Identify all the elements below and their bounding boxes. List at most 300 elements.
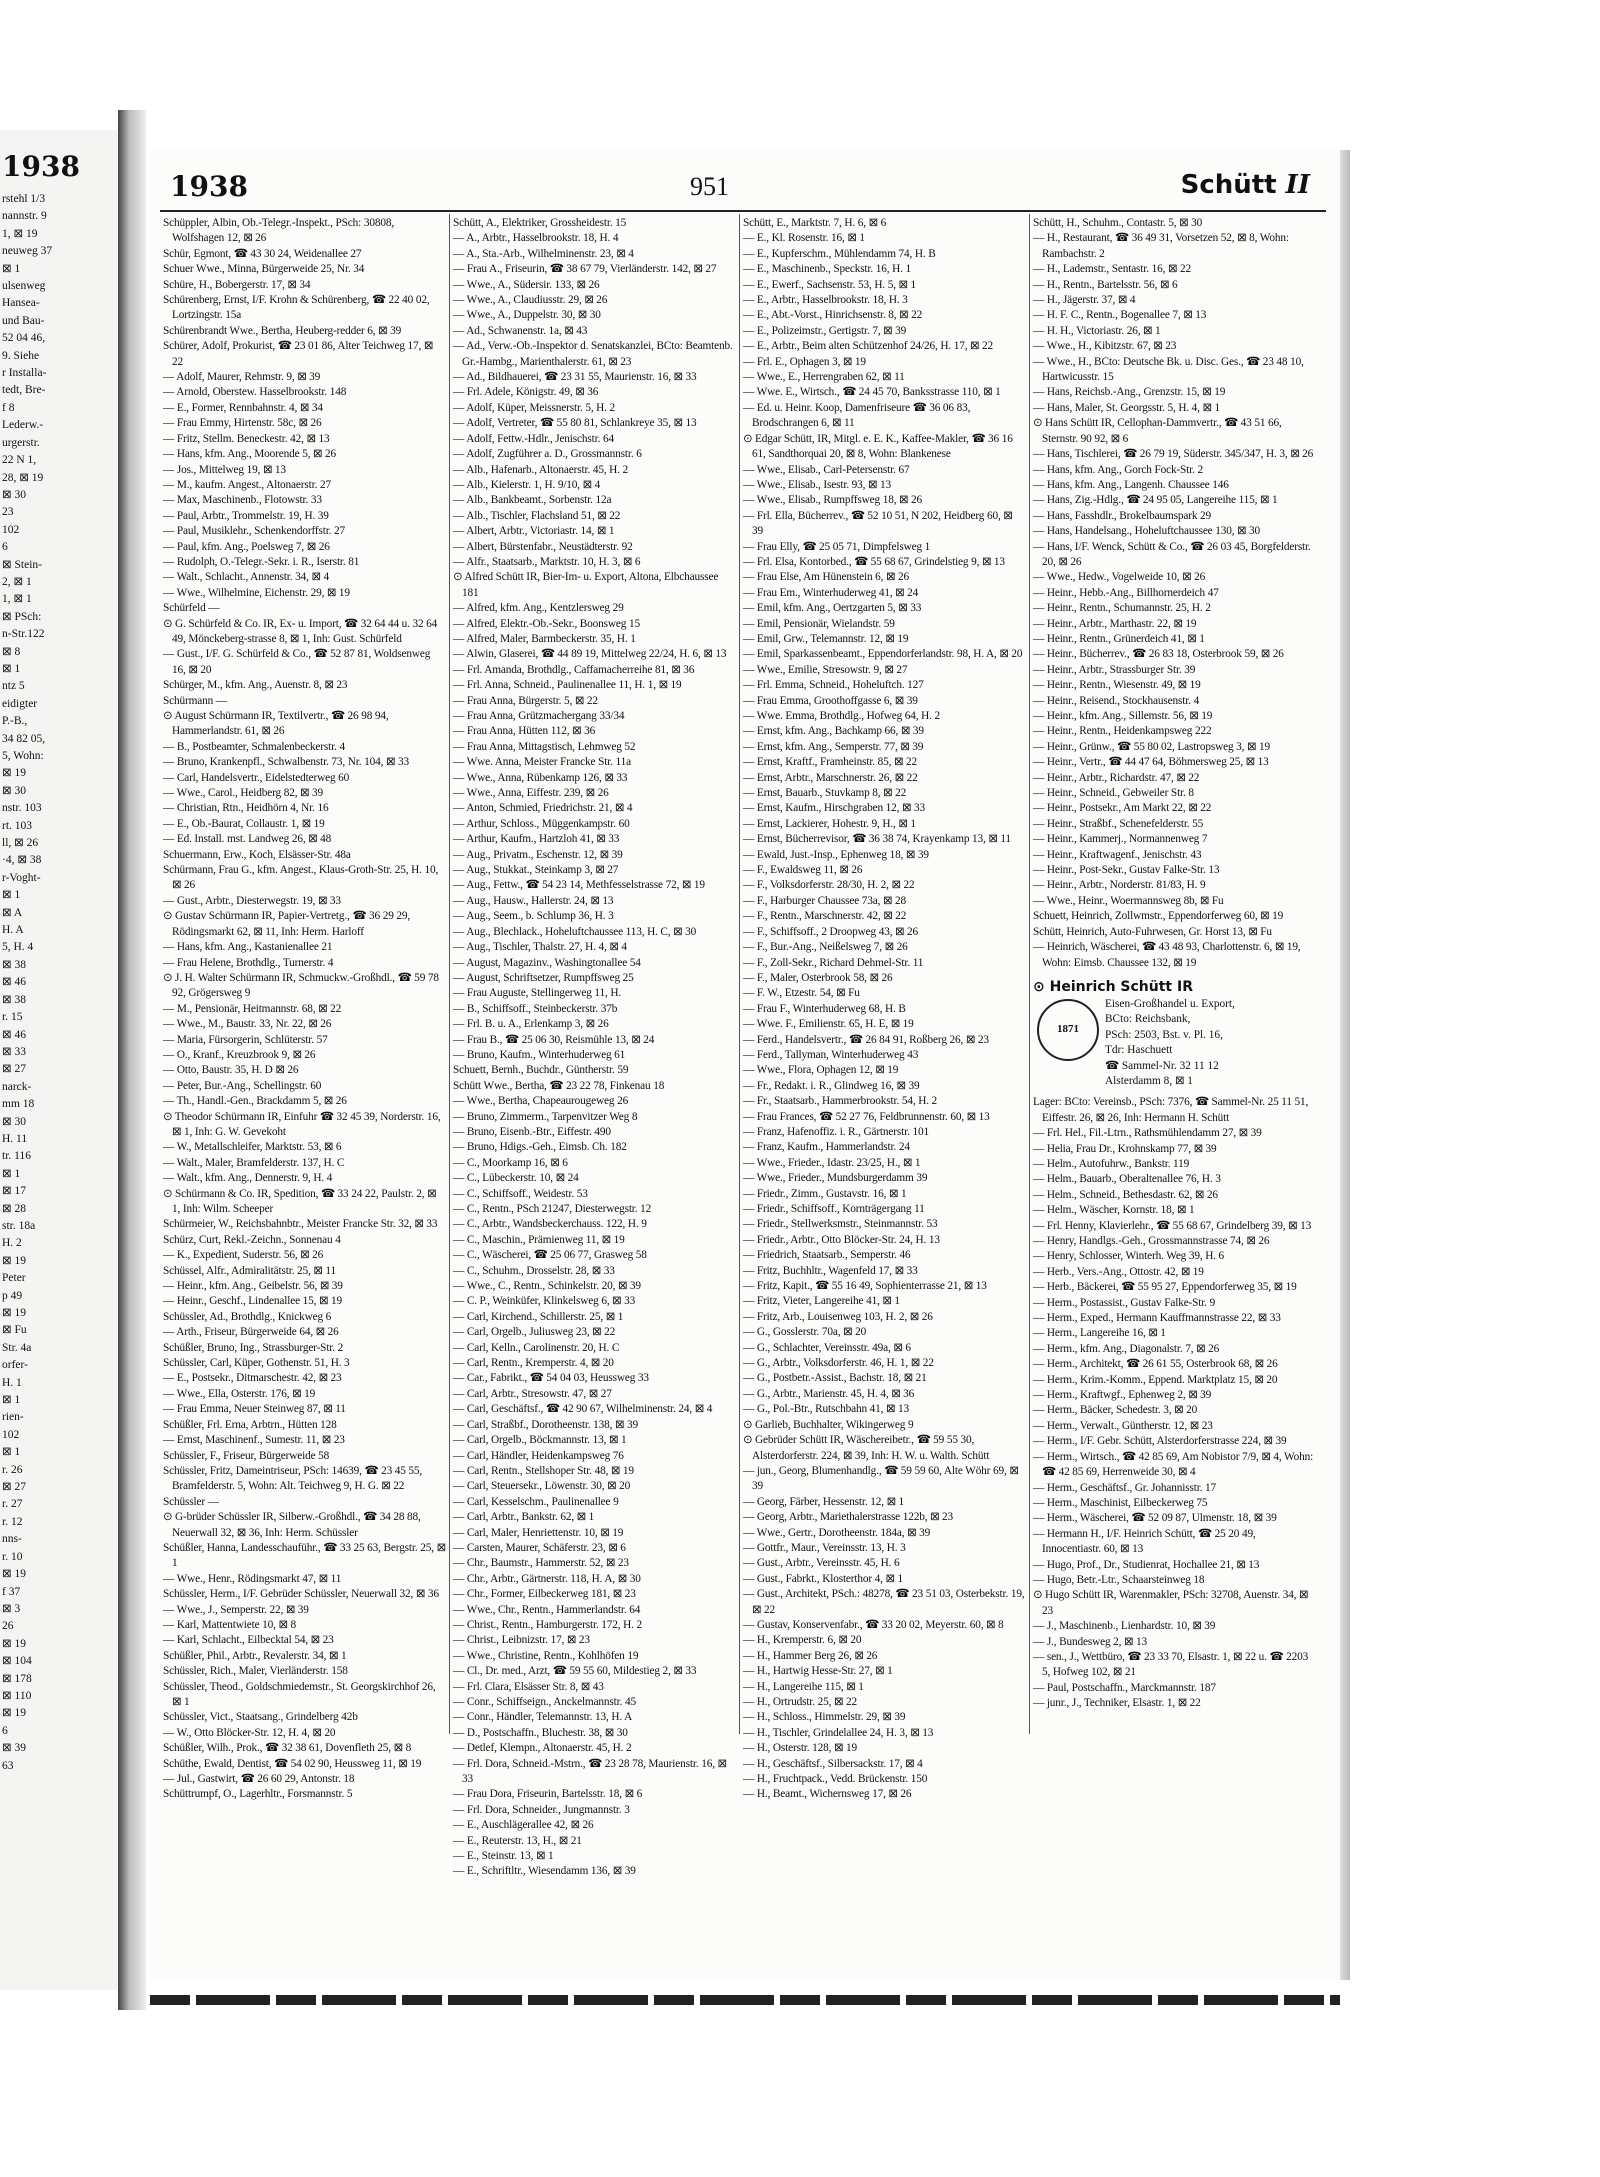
prev-fragment: ⊠ 3 [2,1602,21,1615]
directory-entry: — Heinr., Vertr., ☎ 44 47 64, Böhmersweg 25, ⊠ 13 [1033,756,1269,769]
directory-entry: — H., Osterstr. 128, ⊠ 19 [743,1742,857,1755]
directory-entry: — G., Pol.-Btr., Rutschbahn 41, ⊠ 13 [743,1403,909,1416]
page-right-edge [1340,150,1350,1980]
directory-entry: — Georg, Arbtr., Mariethalerstrasse 122b, ⊠ 23 [743,1511,954,1524]
prev-fragment: orfer- [2,1359,28,1372]
directory-entry: — Wwe., Chr., Rentn., Hammerlandstr. 64 [453,1603,641,1616]
directory-entry: — jun., Georg, Blumenhandlg., ☎ 59 59 60, Alte Wöhr 69, ⊠ 39 [743,1464,1019,1493]
prev-fragment: ⊠ 33 [2,1045,27,1058]
directory-entry: — Alfred, Maler, Barmbeckerstr. 35, H. 1 [453,632,636,645]
directory-entry: — Wwe., Carol., Heidberg 82, ⊠ 39 [163,787,324,800]
prev-fragment: ⊠ 19 [2,1568,27,1581]
directory-entry: — Car., Fabrikt., ☎ 54 04 03, Heussweg 33 [453,1372,649,1385]
directory-entry: — E., Kupferschm., Mühlendamm 74, H. B [743,247,936,260]
directory-entry: — A., Sta.-Arb., Wilhelminenstr. 23, ⊠ 4 [453,247,634,260]
directory-entry: — C. P., Weinküfer, Klinkelsweg 6, ⊠ 33 [453,1295,636,1308]
directory-entry: ⊙ August Schürmann IR, Textilvertr., ☎ 26 98 94, Hammerlandstr. 61, ⊠ 26 [163,710,389,738]
directory-entry: — Helm., Schneid., Bethesdastr. 62, ⊠ 26 [1033,1188,1218,1201]
prev-fragment: narck- [2,1080,32,1093]
directory-entry: — Arnold, Oberstew. Hasselbrookstr. 148 [163,386,347,399]
prev-fragment: 102 [2,1428,20,1441]
column-2 [450,214,740,1878]
directory-entry: — Georg, Färber, Hessenstr. 12, ⊠ 1 [743,1495,905,1508]
directory-entry: — Wwe., Frieder., Idastr. 23/25, H., ⊠ 1 [743,1156,921,1169]
column-3 [740,214,1030,1801]
directory-entry: — Heinr., Rentn., Schumannstr. 25, H. 2 [1033,602,1211,615]
directory-entry: — Chr., Baumstr., Hammerstr. 52, ⊠ 23 [453,1557,629,1570]
directory-entry: — W., Metallschleifer, Marktstr. 53, ⊠ 6 [163,1141,342,1154]
prev-fragment: ⊠ 19 [2,1307,27,1319]
advert-line: Eisen-Großhandel u. Export, [1105,997,1235,1010]
directory-entry: Schütt, A., Elektriker, Grossheidestr. 15 [453,217,627,229]
directory-entry: — Fr., Redakt. i. R., Glindweg 16, ⊠ 39 [743,1079,920,1092]
prev-fragment: ⊠ 46 [2,1028,27,1041]
prev-fragment: 22 N 1, [2,454,37,467]
directory-entry: — Herm., Kraftwgf., Ephenweg 2, ⊠ 39 [1033,1389,1212,1402]
directory-entry: — J., Bundesweg 2, ⊠ 13 [1033,1635,1147,1648]
directory-entry: — Arth., Friseur, Bürgerweide 64, ⊠ 26 [163,1326,339,1339]
directory-entry: — Helia, Frau Dr., Krohnskamp 77, ⊠ 39 [1033,1142,1217,1155]
directory-entry: — Wwe., J., Semperstr. 22, ⊠ 39 [163,1603,309,1616]
directory-entry: — Herm., Wirtsch., ☎ 42 85 69, Am Nobistor 7/9, ⊠ 4, Wohn: ☎ 42 85 69, Herrenweide 30, ⊠ 4 [1033,1450,1314,1479]
directory-entry: — Hans, Reichsb.-Ang., Grenzstr. 15, ⊠ 19 [1033,386,1226,399]
directory-entry: — H., Restaurant, ☎ 36 49 31, Vorsetzen 52, ⊠ 8, Wohn: Rambachstr. 2 [1033,232,1289,260]
directory-entry: — Heinr., Hebb.-Ang., Billhornerdeich 47 [1033,586,1219,599]
prev-fragment: H. 2 [2,1237,22,1250]
directory-entry: — Heinr., Post-Sekr., Gustav Falke-Str. 13 [1033,864,1220,877]
directory-entry: — F., Harburger Chaussee 73a, ⊠ 28 [743,894,906,907]
directory-entry: — Hans, kfm. Ang., Gorch Fock-Str. 2 [1033,463,1204,476]
directory-entry: ⊙ G-brüder Schüssler IR, Silberw.-Großhdl., ☎ 34 28 88, Neuerwall 32, ⊠ 36, Inh: Herm. Schüssler [163,1511,421,1539]
directory-entry: — Heinr., Arbtr., Strassburger Str. 39 [1033,663,1196,676]
directory-entry: — E., Former, Rennbahnstr. 4, ⊠ 34 [163,401,323,414]
prev-fragment: rstehl 1/3 [2,193,46,205]
directory-entry: — Aug., Tischler, Thalstr. 27, H. 4, ⊠ 4 [453,941,627,954]
prev-fragment: Hansea- [2,297,40,310]
directory-entry: — Heinr., kfm. Ang., Geibelstr. 56, ⊠ 39 [163,1280,343,1293]
directory-entry: — Frl. B. u. A., Erlenkamp 3, ⊠ 26 [453,1018,609,1031]
directory-entry: — C., Schuhm., Drosselstr. 28, ⊠ 33 [453,1264,615,1277]
prev-fragment: tr. 116 [2,1150,31,1163]
directory-entry: — Heinr., Arbtr., Richardstr. 47, ⊠ 22 [1033,771,1200,784]
directory-entry: — Bruno, Krankenpfl., Schwalbenstr. 73, Nr. 104, ⊠ 33 [163,756,409,769]
directory-entry: — Ad., Schwanenstr. 1a, ⊠ 43 [453,324,588,337]
directory-entry: — E., Schriftltr., Wiesendamm 136, ⊠ 39 [453,1865,636,1878]
directory-entry: Schüttrumpf, O., Lagerhltr., Forsmannstr. 5 [163,1788,353,1801]
directory-entry: — Wwe., H., Kibitzstr. 67, ⊠ 23 [1033,340,1177,353]
prev-fragment: und Bau- [2,314,45,327]
directory-entry: — Paul, kfm. Ang., Poelsweg 7, ⊠ 26 [163,540,330,553]
directory-entry: — Wwe., Henr., Rödingsmarkt 47, ⊠ 11 [163,1572,342,1585]
prev-fragment: ⊠ 28 [2,1202,27,1215]
directory-entry: — Fr., Staatsarb., Hammerbrookstr. 54, H. 2 [743,1095,938,1108]
directory-entry: — Wwe., Frieder., Mundsburgerdamm 39 [743,1172,928,1185]
prev-fragment: 9. Siehe [2,349,40,362]
prev-fragment: H. A [2,924,24,937]
directory-entry: — Wwe., Bertha, Chapeaurougeweg 26 [453,1095,629,1108]
directory-entry: — Ed. u. Heinr. Koop, Damenfriseure ☎ 36 06 83, Brodschrangen 6, ⊠ 11 [743,401,971,430]
directory-entry: — Fritz, Buchhltr., Wagenfeld 17, ⊠ 33 [743,1264,918,1277]
scan-bottom-strip [150,1995,1340,2005]
directory-entry: — Carsten, Maurer, Schäferstr. 23, ⊠ 6 [453,1541,626,1554]
directory-entry: Schuett, Bernh., Buchdr., Güntherstr. 59 [453,1064,629,1077]
directory-entry: Schüssler, Herm., I/F. Gebrüder Schüssler, Neuerwall 32, ⊠ 36 [163,1588,439,1601]
directory-entry: Schüssler, Theod., Goldschmiedemstr., St. Georgskirchhof 26, ⊠ 1 [163,1680,436,1708]
prev-fragment: ⊠ 1 [2,1167,21,1180]
prev-fragment: 63 [2,1759,14,1772]
directory-entry: — Bruno, Eisenb.-Btr., Eiffestr. 490 [453,1125,611,1138]
directory-entry: — Friedr., Arbtr., Otto Blöcker-Str. 24, H. 13 [743,1233,940,1246]
directory-entry: — Frau Em., Winterhuderweg 41, ⊠ 24 [743,586,919,599]
directory-entry: — Bruno, Hdigs.-Geh., Eimsb. Ch. 182 [453,1141,627,1154]
directory-entry: Schüssler, Ad., Brothdlg., Knickweg 6 [163,1310,332,1323]
directory-entry: — Wwe., A., Claudiusstr. 29, ⊠ 26 [453,294,608,307]
directory-entry: — Conr., Schiffseign., Anckelmannstr. 45 [453,1696,637,1708]
directory-entry: — G., Gosslerstr. 70a, ⊠ 20 [743,1326,867,1339]
prev-fragment: ⊠ 1 [2,662,21,675]
directory-entry: Schürmeier, W., Reichsbahnbtr., Meister Francke Str. 32, ⊠ 33 [163,1218,438,1231]
directory-entry: — Helm., Bauarb., Oberaltenallee 76, H. 3 [1033,1173,1221,1186]
directory-entry: — Frau Emmy, Hirtenstr. 58c, ⊠ 26 [163,417,322,430]
directory-entry: — F. W., Etzestr. 54, ⊠ Fu [743,987,860,1000]
directory-entry: — Frl. E., Ophagen 3, ⊠ 19 [743,355,866,368]
directory-entry: — Wwe., Anna, Eiffestr. 239, ⊠ 26 [453,787,609,800]
directory-entry: Schüre, H., Bobergerstr. 17, ⊠ 34 [163,278,311,291]
directory-entry: — Carl, Geschäftsf., ☎ 42 90 67, Wilhelminenstr. 24, ⊠ 4 [453,1403,713,1416]
directory-entry: — Emil, kfm. Ang., Oertzgarten 5, ⊠ 33 [743,602,922,615]
directory-entry: — Gust., Fabrkt., Klosterthor 4, ⊠ 1 [743,1572,904,1585]
directory-entry: — Helm., Autofuhrw., Bankstr. 119 [1033,1157,1190,1170]
page-header [150,170,1340,210]
prev-fragment: str. 18a [2,1219,36,1232]
directory-entry: — Wwe., E., Herrengraben 62, ⊠ 11 [743,371,905,384]
directory-entry: — Ernst, Bücherrevisor, ☎ 36 38 74, Krayenkamp 13, ⊠ 11 [743,833,1011,846]
directory-entry: — Friedrich, Staatsarb., Semperstr. 46 [743,1249,911,1262]
directory-entry: — Wwe., Elisab., Rumpffsweg 18, ⊠ 26 [743,494,923,507]
directory-entry: — Detlef, Klempn., Altonaerstr. 45, H. 2 [453,1742,632,1755]
directory-entry: ⊙ Hans Schütt IR, Cellophan-Dammvertr., ☎ 43 51 66, Sternstr. 90 92, ⊠ 6 [1033,417,1282,445]
directory-entry: — E., Postsekr., Ditmarschestr. 42, ⊠ 23 [163,1372,342,1385]
directory-entry: — Heinr., Bücherrev., ☎ 26 83 18, Osterbrook 59, ⊠ 26 [1033,648,1284,661]
prev-fragment: H. 11 [2,1132,28,1145]
directory-entry: — Heinrich, Wäscherei, ☎ 43 48 93, Charlottenstr. 6, ⊠ 19, Wohn: Eimsb. Chaussee 132, ⊠ 19 [1033,941,1301,969]
prev-fragment: 6 [2,1724,8,1737]
directory-entry: — Arthur, Kaufm., Hartzloh 41, ⊠ 33 [453,833,620,846]
directory-entry: — Conr., Händler, Telemannstr. 13, H. A [453,1711,633,1724]
directory-entry: ⊙ Alfred Schütt IR, Bier-Im- u. Export, Altona, Elbchaussee 181 [453,571,719,599]
directory-entry: — Paul, Arbtr., Trommelstr. 19, H. 39 [163,509,329,522]
directory-entry: — Herm., I/F. Gebr. Schütt, Alsterdorferstrasse 224, ⊠ 39 [1033,1435,1287,1448]
prev-fragment: rien- [2,1411,24,1424]
directory-entry: — Heinr., Reisend., Stockhausenstr. 4 [1033,694,1200,707]
prev-fragment: ⊠ 1 [2,889,21,902]
prev-fragment: ⊠ 39 [2,1742,27,1755]
directory-entry: — Ernst, kfm. Ang., Bachkamp 66, ⊠ 39 [743,725,924,738]
prev-fragment: ⊠ 38 [2,993,27,1006]
directory-entry: — C., Moorkamp 16, ⊠ 6 [453,1156,568,1169]
directory-entry: — Henry, Handlgs.-Geh., Grossmannstrasse 74, ⊠ 26 [1033,1235,1270,1247]
directory-entry: — Heinr., Geschf., Lindenallee 15, ⊠ 19 [163,1295,342,1308]
directory-entry: ⊙ J. H. Walter Schürmann IR, Schmuckw.-Großhdl., ☎ 59 78 92, Grögersweg 9 [163,971,439,1000]
directory-entry: — Paul, Musiklehr., Schenkendorffstr. 27 [163,525,346,538]
directory-entry: — Walt., kfm. Ang., Dennerstr. 9, H. 4 [163,1172,333,1185]
directory-entry: — E., Abt.-Vorst., Hinrichsenstr. 8, ⊠ 22 [743,309,923,322]
directory-entry: — E., Kl. Rosenstr. 16, ⊠ 1 [743,232,865,245]
directory-entry: — Wwe., Elisab., Carl-Petersenstr. 67 [743,463,910,476]
directory-entry: — Hugo, Prof., Dr., Studienrat, Hochallee 21, ⊠ 13 [1033,1558,1260,1571]
directory-entry: Schuermann, Erw., Koch, Elsässer-Str. 48a [163,848,351,861]
directory-entry: — Frau Anna, Mittagstisch, Lehmweg 52 [453,740,636,753]
prev-fragment: urgerstr. [2,436,40,449]
column-4-tail [1033,1095,1317,1711]
directory-entry: — F., Ewaldsweg 11, ⊠ 26 [743,864,863,877]
directory-entry: — H., Ortrudstr. 25, ⊠ 22 [743,1696,857,1708]
prev-fragment: Peter [2,1272,26,1285]
prev-fragment: 5, Wohn: [2,750,44,762]
previous-page-edge [0,130,121,1990]
directory-entry: — G., Arbtr., Volksdorferstr. 46, H. 1, ⊠ 22 [743,1357,934,1370]
prev-fragment: ⊠ PSch: [2,610,42,623]
directory-entry: — Wwe. Anna, Meister Francke Str. 11a [453,756,631,769]
prev-fragment: ⊠ 19 [2,767,27,780]
directory-entry: — Alb., Hafenarb., Altonaerstr. 45, H. 2 [453,463,629,476]
prev-fragment: neuweg 37 [2,245,53,258]
directory-entry: — Wwe. Emma, Brothdlg., Hofweg 64, H. 2 [743,710,940,722]
prev-fragment: r. 10 [2,1550,23,1563]
directory-entry: — August, Magazinv., Washingtonallee 54 [453,956,641,969]
directory-entry: Schürenbrandt Wwe., Bertha, Heuberg-redder 6, ⊠ 39 [163,324,402,337]
directory-entry: — Gottfr., Maur., Vereinsstr. 13, H. 3 [743,1541,906,1554]
prev-fragment: P.-B., [2,715,28,728]
seal-icon [1037,999,1099,1061]
directory-entry: — O., Kranf., Kreuzbrook 9, ⊠ 26 [163,1048,316,1061]
directory-entry: — Emil, Sparkassenbeamt., Eppendorferlandstr. 98, H. A, ⊠ 20 [743,648,1023,661]
directory-entry: — Heinr., kfm. Ang., Sillemstr. 56, ⊠ 19 [1033,710,1213,722]
directory-entry: — Emil, Grw., Telemannstr. 12, ⊠ 19 [743,632,909,645]
directory-entry: — Walt., Maler, Bramfelderstr. 137, H. C [163,1156,345,1169]
prev-fragment: ⊠ 8 [2,645,21,658]
directory-entry: — A., Arbtr., Hasselbrookstr. 18, H. 4 [453,232,619,245]
directory-entry: — G., Schlachter, Vereinsstr. 49a, ⊠ 6 [743,1341,911,1354]
directory-entry: Schüssler, F., Friseur, Bürgerweide 58 [163,1449,330,1462]
directory-entry: — Heinr., Kraftwagenf., Jenischstr. 43 [1033,848,1202,861]
directory-entry: — H. F. C., Rentn., Bogenallee 7, ⊠ 13 [1033,309,1207,322]
directory-entry: — Carl, Steuersekr., Löwenstr. 30, ⊠ 20 [453,1480,631,1493]
prev-fragment: 28, ⊠ 19 [2,471,44,484]
directory-entry: — Carl, Kelln., Carolinenstr. 20, H. C [453,1341,620,1354]
directory-entry: — Ad., Verw.-Ob.-Inspektor d. Senatskanzlei, BCto: Beamtenb. Gr.-Hambg., Marienthalerstr. 61, ⊠ 23 [453,340,733,368]
directory-entry: — H., Kremperstr. 6, ⊠ 20 [743,1634,862,1647]
directory-entry: Schüssler — [163,1495,219,1508]
directory-entry: — Aug., Blechlack., Hoheluftchaussee 113, H. C, ⊠ 30 [453,925,697,938]
directory-entry: — Carl, Maler, Henriettenstr. 10, ⊠ 19 [453,1526,624,1539]
directory-entry: — Frl. Hel., Fil.-Ltrn., Rathsmühlendamm 27, ⊠ 39 [1033,1127,1262,1140]
directory-entry: Lager: BCto: Vereinsb., PSch: 7376, ☎ Sammel-Nr. 25 11 51, Eiffestr. 26, ⊠ 26, Inh: Hermann H. Schütt [1033,1096,1309,1124]
prev-fragment: ⊠ 19 [2,1254,27,1267]
prev-fragment: ⊠ Fu [2,1324,27,1337]
directory-entry: — Wwe., Hedw., Vogelweide 10, ⊠ 26 [1033,571,1206,584]
directory-entry: — Adolf, Vertreter, ☎ 55 80 81, Schlankreye 35, ⊠ 13 [453,417,697,430]
directory-entry: Schüssler, Rich., Maler, Vierländerstr. 158 [163,1665,348,1678]
directory-entry: — Heinr., Kammerj., Normannenweg 7 [1033,833,1208,846]
directory-entry: — Herm., Langereihe 16, ⊠ 1 [1033,1327,1166,1340]
directory-entry: Schürger, M., kfm. Ang., Auenstr. 8, ⊠ 23 [163,679,348,692]
directory-entry: — Hans, kfm. Ang., Langenh. Chaussee 146 [1033,478,1229,491]
column-4 [1030,214,1320,1734]
directory-entry: — Frau Emma, Neuer Steinweg 87, ⊠ 11 [163,1403,346,1416]
directory-entry: — Carl, Rentn., Kremperstr. 4, ⊠ 20 [453,1357,614,1370]
directory-entry: — Carl, Kirchend., Schillerstr. 25, ⊠ 1 [453,1310,624,1323]
directory-entry: — sen., J., Wettbüro, ☎ 23 33 70, Elsastr. 1, ⊠ 22 u. ☎ 2203 5, Hofweg 102, ⊠ 21 [1033,1650,1309,1679]
advert-body [1033,997,1317,1089]
directory-entry: — F., Bur.-Ang., Neißelsweg 7, ⊠ 26 [743,941,908,954]
directory-entry: — Gust., Arbtr., Vereinsstr. 45, H. 6 [743,1557,900,1570]
directory-entry: — B., Postbeamter, Schmalenbeckerstr. 4 [163,740,345,753]
directory-entry: — Walt., Schlacht., Annenstr. 34, ⊠ 4 [163,571,329,584]
directory-entry: Schürmann, Frau G., kfm. Angest., Klaus-Groth-Str. 25, H. 10, ⊠ 26 [163,864,439,892]
directory-entry: — Hans, Maler, St. Georgsstr. 5, H. 4, ⊠ 1 [1033,401,1221,414]
directory-entry: — Adolf, Maurer, Rehmstr. 9, ⊠ 39 [163,371,321,384]
directory-entry: — Frl. Ella, Bücherrev., ☎ 52 10 51, N 202, Heidberg 60, ⊠ 39 [743,509,1013,538]
directory-entry: — Frau Auguste, Stellingerweg 11, H. [453,987,622,1000]
directory-entry: — H., Fruchtpack., Vedd. Brückenstr. 150 [743,1773,928,1786]
prev-fragment: 6 [2,541,8,554]
directory-entry: — Th., Handl.-Gen., Brackdamm 5, ⊠ 26 [163,1095,347,1108]
directory-entry: — Frau F., Winterhuderweg 68, H. B [743,1002,906,1015]
directory-entry: — Frau B., ☎ 25 06 30, Reismühle 13, ⊠ 24 [453,1033,655,1046]
prev-fragment: 1, ⊠ 19 [2,227,38,240]
directory-entry: — E., Auschlägerallee 42, ⊠ 26 [453,1819,594,1832]
advert-lines [1105,997,1235,1089]
directory-entry: ⊙ Edgar Schütt, IR, Mitgl. e. E. K., Kaffee-Makler, ☎ 36 16 61, Sandthorquai 20, ⊠ 8, Wohn: Blankenese [743,432,1013,461]
directory-entry: — Gust., I/F. G. Schürfeld & Co., ☎ 52 87 81, Woldsenweg 16, ⊠ 20 [163,648,431,676]
directory-entry: — Adolf, Küper, Meissnerstr. 5, H. 2 [453,401,616,414]
directory-entry: — Hans, kfm. Ang., Kastanienallee 21 [163,941,333,954]
directory-entry: Schürfeld — [163,602,220,615]
previous-page-year: 1938 [2,150,80,183]
directory-entry: — Ferd., Tallyman, Winterhuderweg 43 [743,1048,919,1061]
directory-entry: — Wwe., Heinr., Woermannsweg 8b, ⊠ Fu [1033,894,1224,907]
directory-entry: — Adolf, Fettw.-Hdlr., Jenischstr. 64 [453,432,614,445]
prev-fragment: r. 27 [2,1498,23,1511]
directory-entry: Schüßler, Frl. Erna, Arbtrn., Hütten 128 [163,1418,337,1431]
directory-entry: — Ad., Bildhauerei, ☎ 23 31 55, Maurienstr. 16, ⊠ 33 [453,371,697,384]
directory-entry: — Frau A., Friseurin, ☎ 38 67 79, Vierländerstr. 142, ⊠ 27 [453,263,717,276]
directory-entry: — Wwe., H., BCto: Deutsche Bk. u. Disc. Ges., ☎ 23 48 10, Hartwicusstr. 15 [1033,355,1304,384]
directory-entry: Schütt, Heinrich, Auto-Fuhrwesen, Gr. Horst 13, ⊠ Fu [1033,925,1272,938]
directory-entry: — H., Tischler, Grindelallee 24, H. 3, ⊠ 13 [743,1726,934,1739]
directory-entry: — Frl. Emma, Schneid., Hoheluftch. 127 [743,679,924,692]
directory-entry: — H., Hartwig Hesse-Str. 27, ⊠ 1 [743,1665,893,1678]
prev-fragment: n-Str.122 [2,628,45,641]
directory-entry: — junr., J., Techniker, Elsastr. 1, ⊠ 22 [1033,1697,1201,1710]
directory-entry: — Herm., Exped., Hermann Kauffmannstrasse 22, ⊠ 33 [1033,1312,1281,1325]
prev-fragment: Str. 4a [2,1341,32,1354]
directory-entry: Schüßler, Bruno, Ing., Strassburger-Str. 2 [163,1341,344,1354]
directory-entry: — Aug., Fettw., ☎ 54 23 14, Methfesselstrasse 72, ⊠ 19 [453,879,705,892]
directory-entry: — Franz, Hafenoffiz. i. R., Gärtnerstr. 101 [743,1125,929,1138]
directory-entry: ⊙ Theodor Schürmann IR, Einfuhr ☎ 32 45 39, Norderstr. 16, ⊠ 1, Inh: G. W. Gevekoht [163,1110,441,1138]
directory-entry: — Heinr., Postsekr., Am Markt 22, ⊠ 22 [1033,802,1212,815]
directory-entry: — Heinr., Arbtr., Marthastr. 22, ⊠ 19 [1033,617,1197,630]
directory-entry: — Karl, Mattentwiete 10, ⊠ 8 [163,1618,296,1631]
directory-entry: — H. H., Victoriastr. 26, ⊠ 1 [1033,324,1161,337]
directory-entry: — Fritz, Kapit., ☎ 55 16 49, Sophienterrasse 21, ⊠ 13 [743,1280,987,1293]
directory-entry: — Herm., Verwalt., Güntherstr. 12, ⊠ 23 [1033,1419,1213,1432]
directory-entry: — Ewald, Just.-Insp., Ephenweg 18, ⊠ 39 [743,848,929,861]
directory-entry: — G., Arbtr., Marienstr. 45, H. 4, ⊠ 36 [743,1387,915,1400]
directory-entry: — Fritz, Arb., Louisenweg 103, H. 2, ⊠ 26 [743,1310,933,1323]
directory-entry: — Wwe., Flora, Ophagen 12, ⊠ 19 [743,1064,899,1077]
prev-fragment: ⊠ 178 [2,1672,32,1685]
prev-fragment: ⊠ A [2,906,23,919]
directory-entry: — Friedr., Zimm., Gustavstr. 16, ⊠ 1 [743,1187,907,1200]
directory-entry: — Gust., Arbtr., Diesterwegstr. 19, ⊠ 33 [163,894,341,907]
directory-entry: — Hans, Tischlerei, ☎ 26 79 19, Süderstr. 345/347, H. 3, ⊠ 26 [1033,448,1314,461]
directory-entry: — Frl. Amanda, Brothdlg., Caffamacherreihe 81, ⊠ 36 [453,663,695,676]
directory-entry: — Albert, Bürstenfabr., Neustädterstr. 92 [453,540,633,553]
prev-fragment: ·4, ⊠ 38 [2,854,42,867]
directory-entry: — E., Maschinenb., Speckstr. 16, H. 1 [743,263,911,276]
directory-entry: — Bruno, Zimmerm., Tarpenvitzer Weg 8 [453,1110,638,1123]
prev-fragment: rt. 103 [2,819,33,832]
directory-entry: — Frau Anna, Grützmachergang 33/34 [453,710,625,722]
directory-entry: Schüssel, Alfr., Admiralitätstr. 25, ⊠ 11 [163,1264,336,1277]
prev-fragment: r. 26 [2,1463,23,1476]
directory-entry: — K., Expedient, Suderstr. 56, ⊠ 26 [163,1249,324,1262]
directory-entry: — Herm., Geschäftsf., Gr. Johannisstr. 17 [1033,1481,1217,1494]
prev-fragment: ⊠ 38 [2,958,27,971]
directory-entry: — Jul., Gastwirt, ☎ 26 60 29, Antonstr. 18 [163,1773,355,1786]
prev-fragment: ⊠ Stein- [2,558,42,571]
prev-fragment: ⊠ 30 [2,1115,27,1128]
directory-entry: — Ernst, Maschinenf., Sumestr. 11, ⊠ 23 [163,1434,345,1447]
directory-entry: — E., Reuterstr. 13, H., ⊠ 21 [453,1834,582,1847]
directory-entry: — C., Lübeckerstr. 10, ⊠ 24 [453,1172,579,1185]
directory-entry: — Chr., Former, Eilbeckerweg 181, ⊠ 23 [453,1588,636,1601]
prev-fragment: f 37 [2,1585,21,1598]
directory-entry: — Wwe., M., Baustr. 33, Nr. 22, ⊠ 26 [163,1018,332,1031]
directory-entry: — Frau Dora, Friseurin, Bartelsstr. 18, ⊠ 6 [453,1788,643,1801]
directory-entry: Schuer Wwe., Minna, Bürgerweide 25, Nr. 34 [163,263,365,276]
directory-entry: — Herm., Krim.-Komm., Eppend. Marktplatz 15, ⊠ 20 [1033,1373,1278,1386]
prev-fragment: ⊠ 104 [2,1655,32,1668]
directory-entry: — Otto, Baustr. 35, H. D ⊠ 26 [163,1064,299,1077]
directory-entry: — Alfred, Elektr.-Ob.-Sekr., Boonsweg 15 [453,617,640,630]
directory-entry: — Carl, Händler, Heidenkampsweg 76 [453,1449,624,1462]
column-1 [160,214,450,1801]
directory-entry: — Wwe., Ella, Osterstr. 176, ⊠ 19 [163,1387,316,1400]
directory-entry: — Heinr., Schneid., Gebweiler Str. 8 [1033,787,1194,800]
directory-entry: — Herb., Vers.-Ang., Ottostr. 42, ⊠ 19 [1033,1265,1204,1278]
directory-entry: — M., Pensionär, Heitmannstr. 68, ⊠ 22 [163,1002,342,1015]
directory-entry: — Aug., Privatm., Eschenstr. 12, ⊠ 39 [453,848,623,861]
directory-entry: — Gust., Architekt, PSch.: 48278, ☎ 23 51 03, Osterbekstr. 19, ⊠ 22 [743,1588,1025,1616]
header-name [1181,170,1310,200]
directory-entry: — E., Polizeimstr., Gertigstr. 7, ⊠ 39 [743,324,907,337]
prev-fragment: r Installa- [2,367,47,380]
directory-entry: — H., Schloss., Himmelstr. 29, ⊠ 39 [743,1711,906,1724]
directory-entry: — H., Lademstr., Sentastr. 16, ⊠ 22 [1033,263,1191,276]
directory-entry: — Heinr., Straßbf., Schenefelderstr. 55 [1033,817,1204,830]
prev-fragment: r. 12 [2,1515,23,1528]
directory-entry: — Frl. Dora, Schneid.-Mstrn., ☎ 23 28 78, Maurienstr. 16, ⊠ 33 [453,1757,727,1786]
directory-entry: — Herb., Bäckerei, ☎ 55 95 27, Eppendorferweg 35, ⊠ 19 [1033,1281,1297,1294]
directory-entry: — Ferd., Handelsvertr., ☎ 26 84 91, Roßberg 26, ⊠ 23 [743,1033,989,1046]
prev-fragment: ⊠ 1 [2,1394,21,1407]
prev-fragment: ⊠ 110 [2,1689,32,1702]
header-volume: II [1285,170,1310,200]
